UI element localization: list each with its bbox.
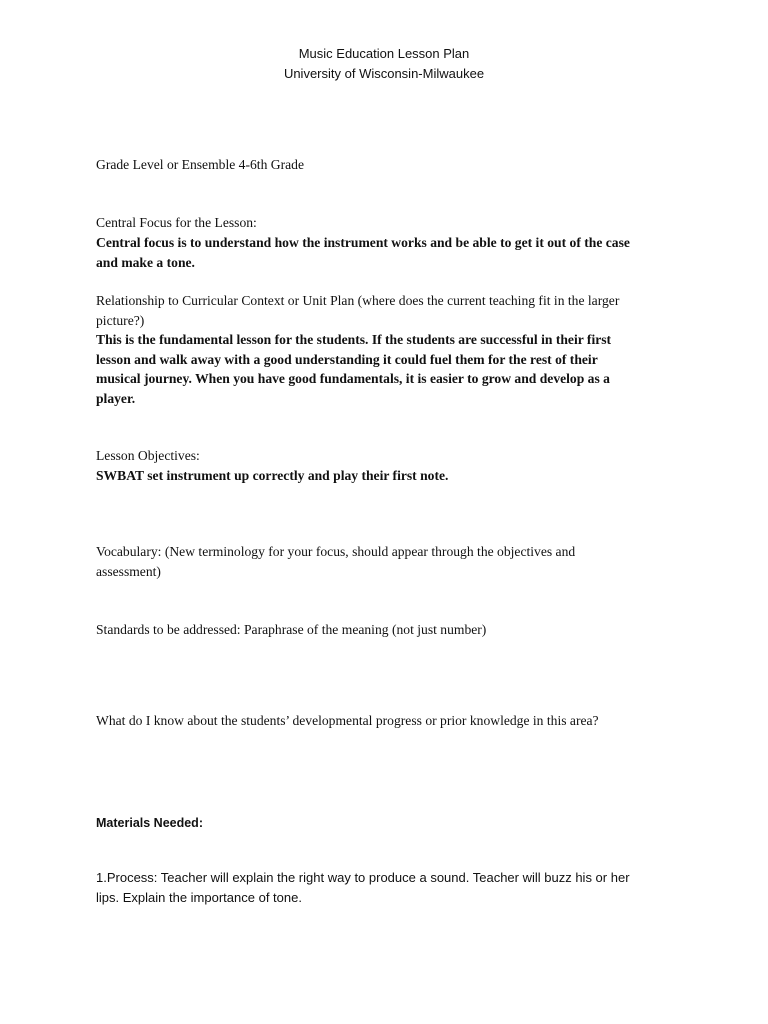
materials-label: Materials Needed: xyxy=(96,816,203,830)
objectives-label: Lesson Objectives: xyxy=(96,448,200,463)
objectives-text: SWBAT set instrument up correctly and play their first note. xyxy=(96,468,449,483)
process-text: 1.Process: Teacher will explain the right way to produce a sound. Teacher will buzz his or her lips. Explain the importance of tone. xyxy=(96,870,630,905)
prior-knowledge-label: What do I know about the students’ developmental progress or prior knowledge in this area? xyxy=(96,713,599,728)
central-focus-text: Central focus is to understand how the instrument works and be able to get it out of the case and make a tone. xyxy=(96,235,630,270)
grade-level: Grade Level or Ensemble 4-6th Grade xyxy=(96,157,304,172)
standards-label: Standards to be addressed: Paraphrase of the meaning (not just number) xyxy=(96,622,487,637)
document-title: Music Education Lesson Plan xyxy=(298,46,470,61)
curricular-context-label: Relationship to Curricular Context or Unit Plan (where does the current teaching fit in the larger picture?) xyxy=(96,293,620,328)
central-focus-label: Central Focus for the Lesson: xyxy=(96,215,257,230)
vocabulary-label: Vocabulary: (New terminology for your focus, should appear through the objectives and assessment) xyxy=(96,544,576,579)
curricular-context-text: This is the fundamental lesson for the students. If the students are successful in their first lesson and walk away with a good understanding it could fuel them for the rest of their musical journey. When you have good fundamentals, it is easier to grow and develop as a player. xyxy=(96,332,612,406)
institution-name: University of Wisconsin-Milwaukee xyxy=(283,66,485,81)
